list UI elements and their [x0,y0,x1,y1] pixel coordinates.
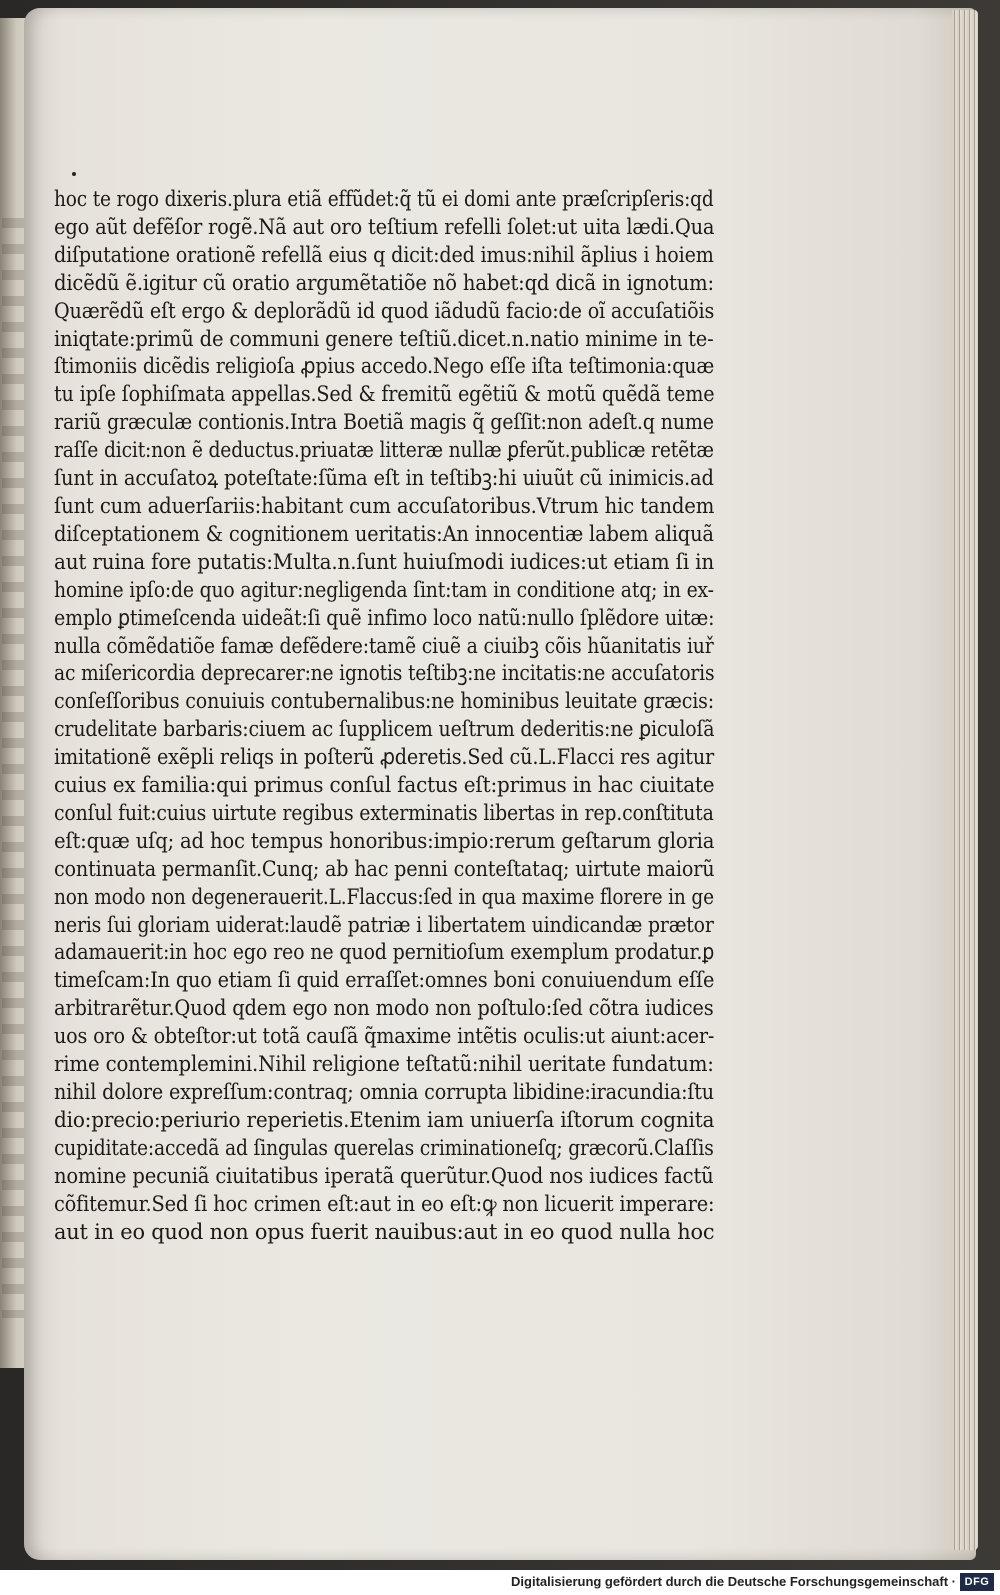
text-line: nihil dolore expreſſum:contraq; omnia corrupta libidine:iracundia:ſtu [54,1080,714,1105]
text-line: crudelitate barbaris:ciuem ac ſupplicem ueſtrum dederitis:ne ꝑiculoſã [54,717,715,743]
book-page [24,8,976,1560]
text-line: diſputatione orationẽ refellã eius q dicit:ded imus:nihil ãplius i hoiem [54,242,714,268]
digitization-footer [0,1570,1000,1595]
text-line: uos oro & obteſtor:ut totã cauſã q̃maxime intẽtis oculis:ut aiunt:acer- [54,1024,715,1050]
text-line: imitationẽ exẽpli reliqs in poſterũ ꝓderetis.Sed cũ.L.Flacci res agitur [54,745,715,771]
text-line: rariũ græculæ contionis.Intra Boetiã magis q̃ geſſit:non adeſt.q nume [54,410,714,436]
text-line: cõfitemur.Sed ſi hoc crimen eſt:aut in eo eſt:ꝙ non licuerit imperare: [54,1191,715,1217]
text-line: emplo ꝑtimeſcenda uideãt:ſi quẽ infimo loco natũ:nullo ſplẽdore uitæ: [54,605,715,631]
text-line: nulla cõmẽdatiõe famæ defẽdere:tamẽ ciuẽ a ciuibꝫ cõis hũanitatis iuř [54,633,714,659]
text-line: conſeſſoribus conuiuis contubernalibus:ne hominibus leuitate græcis: [54,689,715,715]
text-line: iniqtate:primũ de communi genere teſtiũ.dicet.n.natio minime in te- [54,326,714,352]
text-line: cuius ex familia:qui primus conſul factus eſt:primus in hac ciuitate [54,773,715,799]
text-line: timeſcam:In quo etiam ſi quid erraſſet:omnes boni conuiuendum eſſe [54,968,715,994]
text-line: non modo non degenerauerit.L.Flaccus:ſed in qua maxime florere in ge [54,884,714,910]
text-line: aut ruina fore putatis:Multa.n.ſunt huiuſmodi iudices:ut etiam ſi in [54,549,715,575]
text-line: dio:precio:periurio reperietis.Etenim iam uniuerſa iſtorum cognita [54,1107,715,1133]
text-line: rime contemplemini.Nihil religione teſtatũ:nihil ueritate fundatum: [54,1052,714,1078]
text-line: dicẽdũ ẽ.igitur cũ oratio argumẽtatiõe nõ habet:qd dicã in ignotum: [54,270,714,296]
text-line: adamauerit:in hoc ego reo ne quod pernitioſum exemplum prodatur.ꝑ [54,940,715,966]
text-line: raſſe dicit:non ẽ deductus.priuatæ litteræ nullæ ꝑferũt.publicæ retẽtæ [54,438,714,464]
text-line: nomine pecuniã ciuitatibus iperatã querũtur.Quod nos iudices factũ [54,1163,714,1189]
text-line: cupiditate:accedã ad ſingulas querelas criminationeſq; græcorũ.Claſſis [54,1135,714,1161]
text-line: Quærẽdũ eſt ergo & deplorãdũ id quod iãdudũ facio:de oĩ accuſatiõis [54,298,715,324]
text-line: diſceptationem & cognitionem ueritatis:An innocentiæ labem aliquã [54,521,714,547]
text-line: tu ipſe ſophiſmata appellas.Sed & fremitũ egẽtiũ & motũ quẽdã teme [54,382,715,408]
incunable-text-block [54,186,714,1246]
text-line: aut in eo quod non opus fuerit nauibus:aut in eo quod nulla hoc [54,1219,715,1245]
text-line: ac miſericordia deprecarer:ne ignotis teſtibꝫ:ne incitatis:ne accuſatoris [54,661,715,687]
text-line: ſunt cum aduerſariis:habitant cum accuſatoribus.Vtrum hic tandem [54,493,715,519]
facing-page-text-bleed [2,218,26,1318]
text-line: ſtimoniis dicẽdis religioſa ꝓpius accedo.Nego eſſe iſta teſtimonia:quæ [54,354,715,380]
text-line: homine ipſo:de quo agitur:negligenda ſint:tam in conditione atq; in ex- [54,577,714,603]
text-line: hoc te rogo dixeris.plura etiã effũdet:q̃ tũ ei domi ante præſcripſeris:qd [54,187,714,212]
funding-credit: Digitalisierung gefördert durch die Deutsche Forschungsgemeinschaft · [511,1574,956,1589]
text-line: conſul fuit:cuius uirtute regibus exterminatis libertas in rep.conſtituta [54,800,714,826]
page-stack-edge [952,10,978,1550]
text-line: ego aũt defẽſor rogẽ.Nã aut oro teſtium refelli ſolet:ut uita lædi.Qua [54,214,715,240]
text-line: continuata permanſit.Cunq; ab hac penni conteſtataq; uirtute maiorũ [54,856,715,882]
text-line: neris ſui gloriam uiderat:laudẽ patriæ i libertatem uindicandæ prætor [54,912,714,938]
text-line: eſt:quæ uſq; ad hoc tempus honoribus:impio:rerum geſtarum gloria [54,828,715,854]
text-line: arbitrarẽtur.Quod qdem ego non modo non poſtulo:ſed cõtra iudices [54,996,714,1022]
dfg-logo: DFG [960,1573,994,1591]
page-mark [72,172,76,176]
text-line: ſunt in accuſatoꝝ poteſtate:ſũma eſt in teſtibꝫ:hi uiuũt cũ inimicis.ad [54,466,714,492]
